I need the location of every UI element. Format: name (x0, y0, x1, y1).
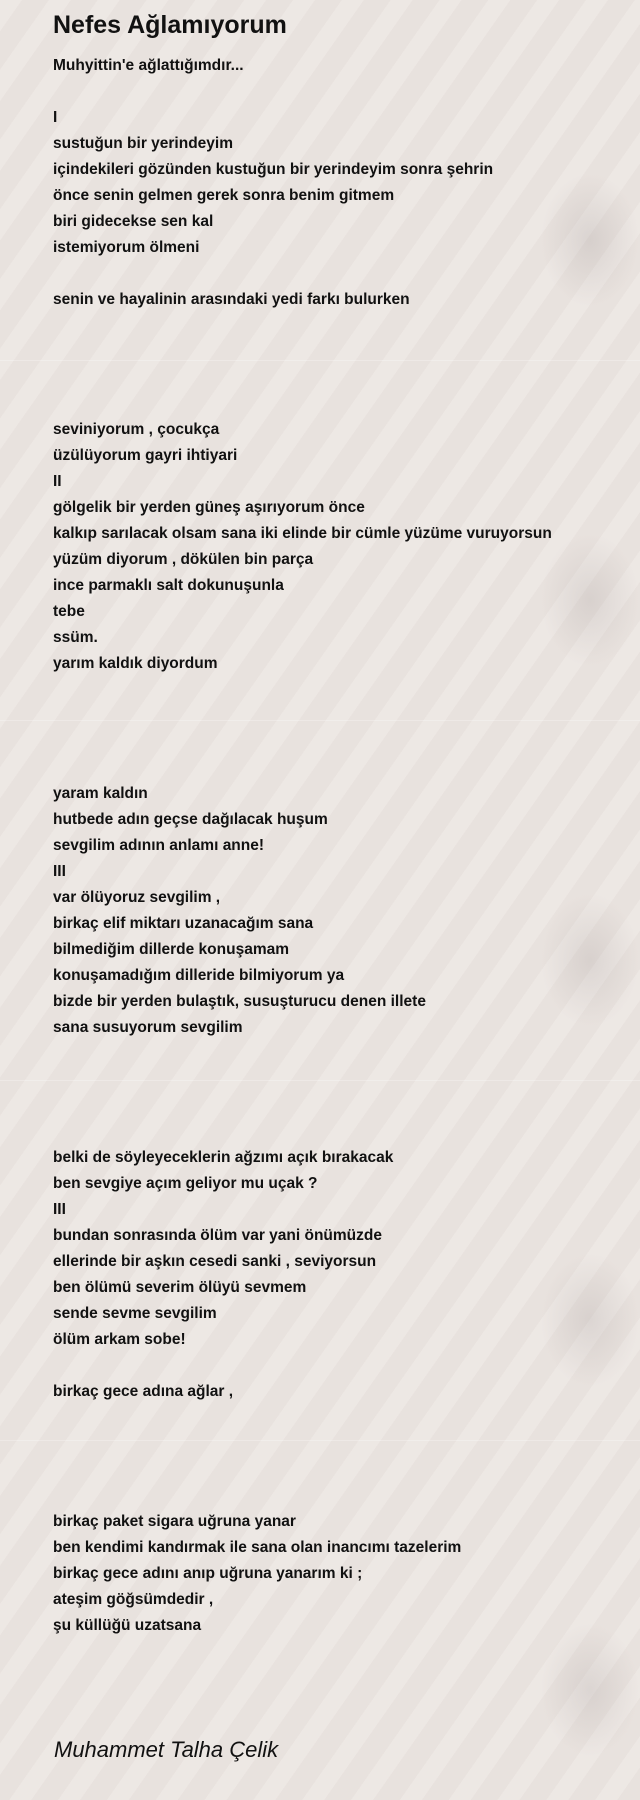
poem-line (53, 79, 633, 105)
poem-line: I (53, 109, 58, 126)
poem-line: hutbede adın geçse dağılacak huşum (53, 811, 328, 828)
poem-line: biri gidecekse sen kal (53, 213, 214, 230)
poem-line: istemiyorum ölmeni (53, 239, 200, 256)
poem-line: birkaç gece adını anıp uğruna yanarım ki ; (53, 1565, 363, 1582)
poem-line: konuşamadığım dilleride bilmiyorum ya (53, 967, 345, 984)
poem-line (53, 1353, 633, 1379)
poem-line: tebe (53, 603, 85, 620)
poem-line (53, 677, 633, 703)
poem-line: yüzüm diyorum , dökülen bin parça (53, 551, 314, 568)
poem-line: şu küllüğü uzatsana (53, 1617, 202, 1634)
poem-line: ben ölümü severim ölüyü sevmem (53, 1279, 307, 1296)
poem-line (53, 1093, 633, 1119)
poem-line: ateşim göğsümdedir , (53, 1591, 214, 1608)
poem-line: III (53, 1201, 66, 1218)
poem-line: birkaç elif miktarı uzanacağım sana (53, 915, 314, 932)
poem-line: seviniyorum , çocukça (53, 421, 220, 438)
poem-line (53, 703, 633, 729)
poem-line: ssüm. (53, 629, 98, 646)
poem-line: II (53, 473, 62, 490)
poem-line: belki de söyleyeceklerin ağzımı açık bırakacak (53, 1149, 394, 1166)
poem-line: sustuğun bir yerindeyim (53, 135, 234, 152)
poem-line (53, 1405, 633, 1431)
poem-line: sende sevme sevgilim (53, 1305, 217, 1322)
poem-line: ben sevgiye açım geliyor mu uçak ? (53, 1175, 318, 1192)
poem-body (53, 53, 633, 1639)
poem-line (53, 1483, 633, 1509)
poem-line: içindekileri gözünden kustuğun bir yerindeyim sonra şehrin (53, 161, 494, 178)
poem-line: kalkıp sarılacak olsam sana iki elinde bir cümle yüzüme vuruyorsun (53, 525, 552, 542)
poem-line (53, 1067, 633, 1093)
poem-line: yarım kaldık diyordum (53, 655, 218, 672)
poem-line: birkaç paket sigara uğruna yanar (53, 1513, 296, 1530)
poem-line: bizde bir yerden bulaştık, susuşturucu denen illete (53, 993, 426, 1010)
poem-author: Muhammet Talha Çelik (54, 1737, 279, 1762)
poem-line (53, 1119, 633, 1145)
poem-line: sana susuyorum sevgilim (53, 1019, 243, 1036)
poem-line (53, 755, 633, 781)
poem-line: bundan sonrasında ölüm var yani önümüzde (53, 1227, 382, 1244)
poem-line: ölüm arkam sobe! (53, 1331, 186, 1348)
poem-line (53, 1431, 633, 1457)
poem-line (53, 261, 633, 287)
poem-line (53, 1457, 633, 1483)
poem-line: birkaç gece adına ağlar , (53, 1383, 234, 1400)
poem-line (53, 365, 633, 391)
poem-line (53, 313, 633, 339)
poem-line (53, 1041, 633, 1067)
poem-line: gölgelik bir yerden güneş aşırıyorum önce (53, 499, 365, 516)
poem-line: üzülüyorum gayri ihtiyari (53, 447, 238, 464)
poem-line (53, 391, 633, 417)
poem-line: yaram kaldın (53, 785, 148, 802)
poem-line: ben kendimi kandırmak ile sana olan inancımı tazelerim (53, 1539, 462, 1556)
poem-line: ellerinde bir aşkın cesedi sanki , seviyorsun (53, 1253, 377, 1270)
poem-line: III (53, 863, 66, 880)
poem-line: bilmediğim dillerde konuşamam (53, 941, 290, 958)
poem-line (53, 339, 633, 365)
poem-line (53, 729, 633, 755)
poem-line: Muhyittin'e ağlattığımdır... (53, 57, 244, 74)
poem-line: var ölüyoruz sevgilim , (53, 889, 221, 906)
poem-line: önce senin gelmen gerek sonra benim gitmem (53, 187, 395, 204)
poem-title: Nefes Ağlamıyorum (53, 11, 287, 39)
poem-line: ince parmaklı salt dokunuşunla (53, 577, 284, 594)
poem-line: sevgilim adının anlamı anne! (53, 837, 265, 854)
poem-line: senin ve hayalinin arasındaki yedi farkı bulurken (53, 291, 410, 308)
